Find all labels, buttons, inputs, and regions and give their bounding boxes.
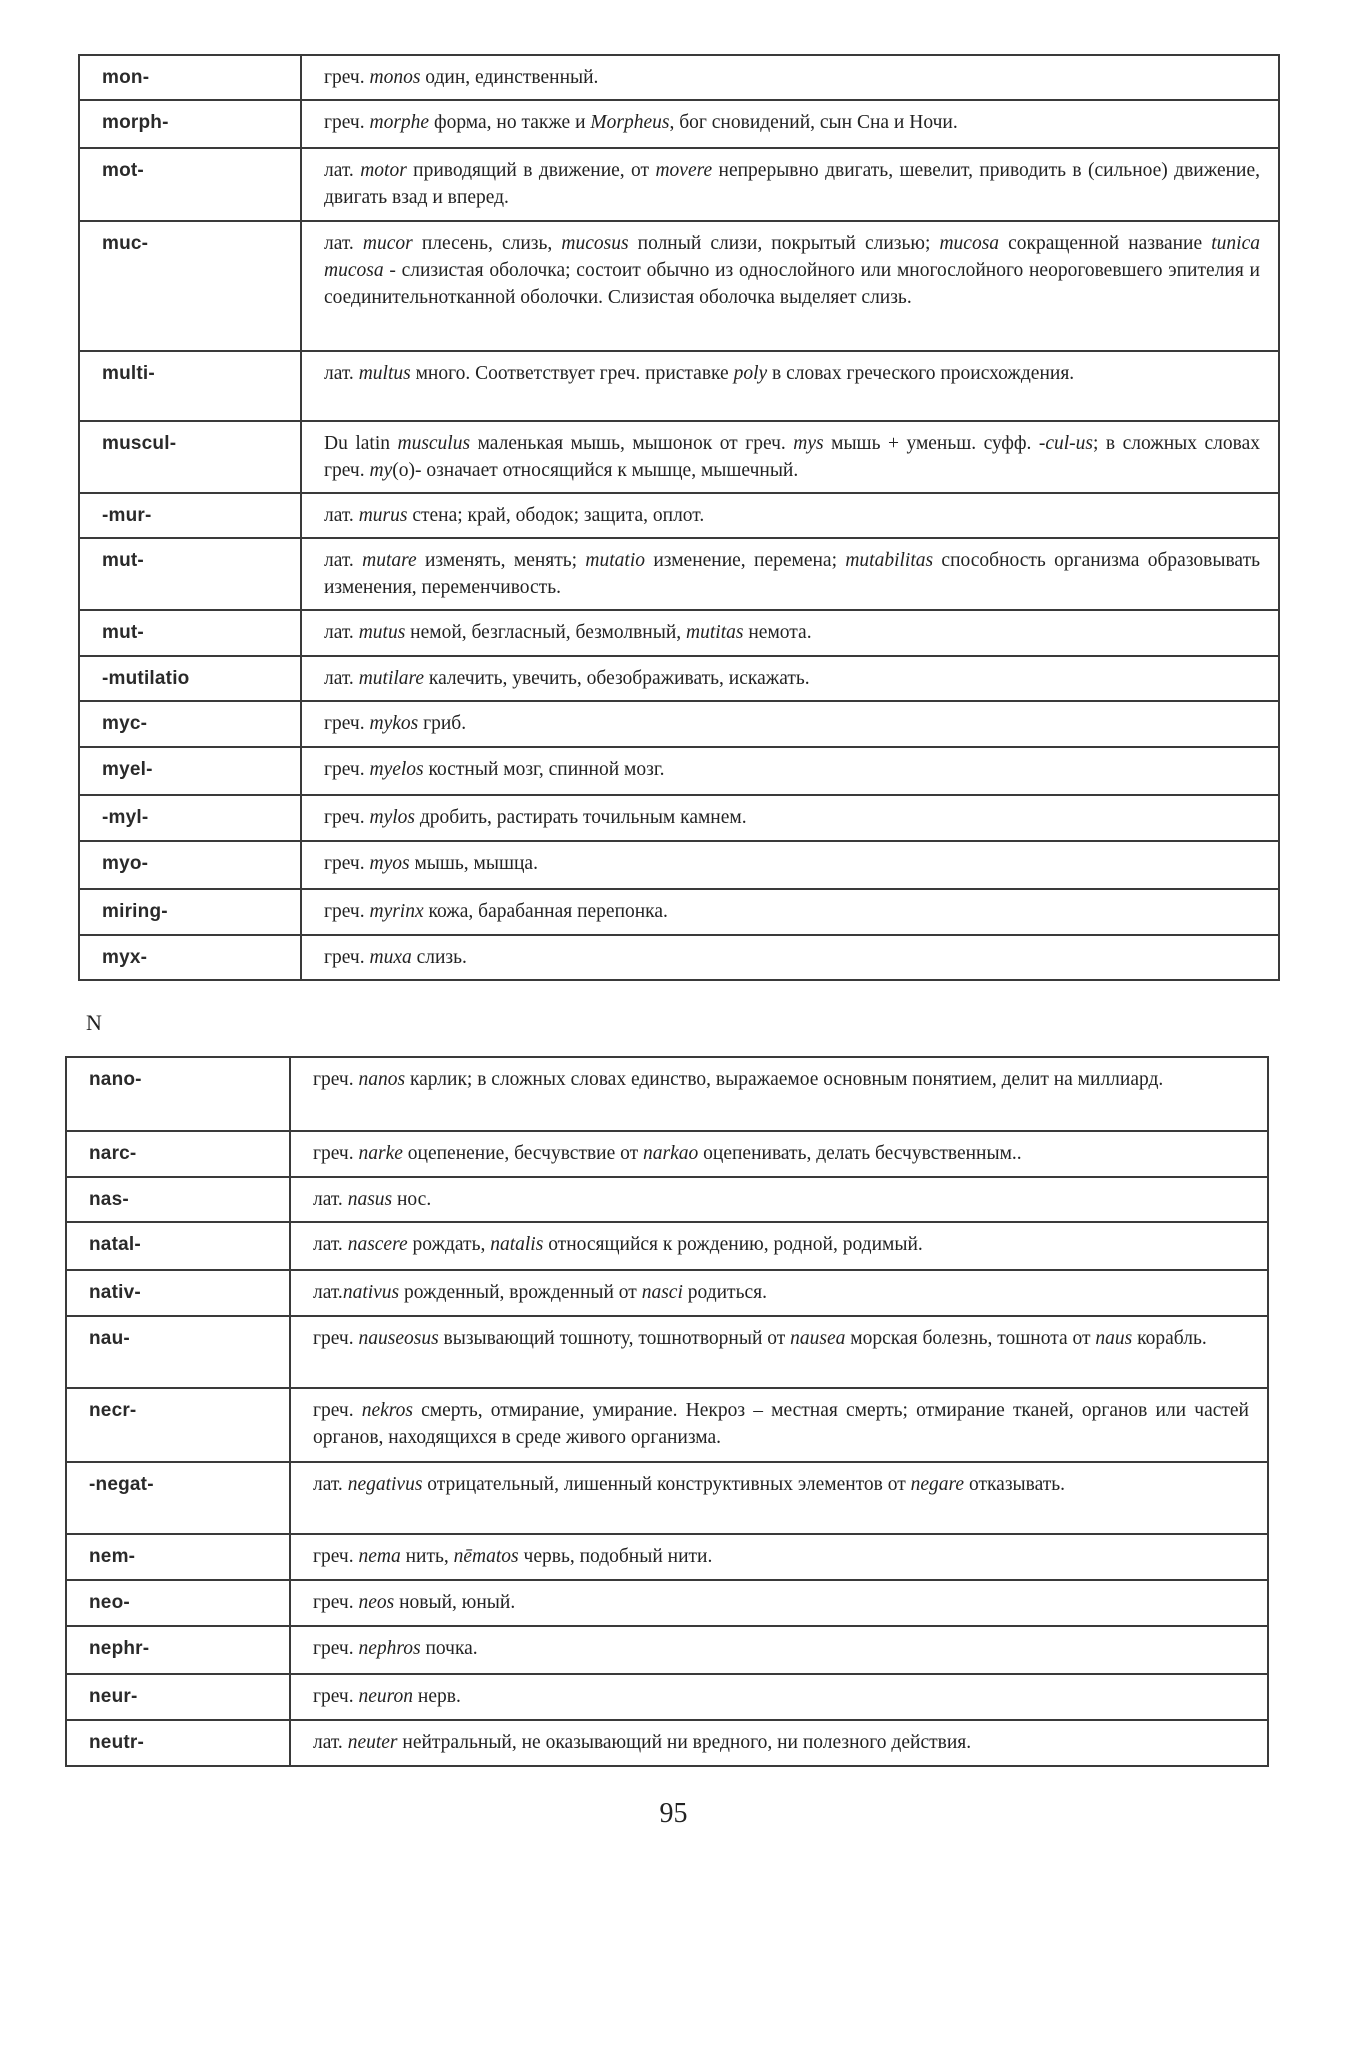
definition-text: греч. <box>313 1592 359 1613</box>
definition-cell <box>290 1534 1268 1580</box>
glossary-row <box>66 1720 1268 1766</box>
definition-text: родиться. <box>682 1282 767 1303</box>
definition-term-italic: mucosus <box>561 233 629 254</box>
definition-term-italic: mucor <box>362 233 413 254</box>
definition-term-italic: nephros <box>358 1638 421 1659</box>
definition-term-italic: murus <box>358 505 408 526</box>
glossary-row <box>79 493 1279 538</box>
definition-term-italic: nauseosus <box>358 1328 439 1349</box>
definition-text: мышь, мышца. <box>409 853 538 874</box>
term-cell: -mutilatio <box>79 656 301 701</box>
definition-term-italic: naus <box>1095 1328 1133 1349</box>
glossary-row <box>79 701 1279 747</box>
definition-cell <box>301 55 1279 100</box>
definition-term-italic: natalis <box>490 1234 544 1255</box>
definition-term-italic: mutabilitas <box>845 550 934 571</box>
definition-term-italic: neuron <box>358 1686 414 1707</box>
definition-text: лат. <box>324 363 359 384</box>
definition-text: греч. <box>324 759 370 780</box>
definition-text: , бог сновидений, сын Сна и Ночи. <box>669 112 958 133</box>
term-cell: myel- <box>79 747 301 795</box>
definition-text: отказывать. <box>964 1474 1066 1495</box>
definition-text: оцепенивать, делать бесчувственным.. <box>698 1143 1022 1164</box>
definition-text: дробить, растирать точильным камнем. <box>414 807 747 828</box>
definition-term-italic: nanos <box>358 1069 406 1090</box>
definition-term-italic: mykos <box>369 713 419 734</box>
term-cell: -myl- <box>79 795 301 841</box>
term-cell: neur- <box>66 1674 290 1720</box>
definition-term-italic: myos <box>369 853 410 874</box>
term-cell: narc- <box>66 1131 290 1177</box>
definition-cell <box>301 795 1279 841</box>
definition-term-italic: musculus <box>397 433 471 454</box>
definition-text: лат. <box>324 160 361 181</box>
definition-text: греч. <box>313 1546 359 1567</box>
definition-term-italic: nausea <box>790 1328 846 1349</box>
definition-cell <box>301 889 1279 935</box>
definition-text: греч. <box>324 807 370 828</box>
definition-cell <box>301 148 1279 221</box>
definition-text: относящийся к рождению, родной, родимый. <box>543 1234 923 1255</box>
definition-text: греч. <box>324 901 370 922</box>
definition-cell <box>290 1177 1268 1222</box>
term-cell: natal- <box>66 1222 290 1270</box>
definition-term-italic: mutus <box>358 622 406 643</box>
definition-term-italic: narke <box>358 1143 403 1164</box>
definition-term-italic: nema <box>358 1546 401 1567</box>
glossary-row <box>66 1626 1268 1674</box>
glossary-row <box>66 1177 1268 1222</box>
definition-cell <box>290 1626 1268 1674</box>
term-cell: nephr- <box>66 1626 290 1674</box>
glossary-row <box>79 538 1279 610</box>
glossary-row <box>79 100 1279 148</box>
glossary-row <box>79 935 1279 980</box>
glossary-row <box>79 55 1279 100</box>
definition-text: нос. <box>392 1189 432 1210</box>
term-cell: morph- <box>79 100 301 148</box>
definition-term-italic: movere <box>655 160 713 181</box>
definition-text: Du latin <box>324 433 398 454</box>
definition-term-italic: neos <box>358 1592 395 1613</box>
glossary-table-n <box>65 1056 1269 1767</box>
definition-cell <box>301 841 1279 889</box>
definition-text: греч. <box>313 1686 359 1707</box>
definition-term-italic: nēmatos <box>453 1546 519 1567</box>
glossary-row <box>79 610 1279 656</box>
definition-text: немой, безгласный, безмолвный, <box>405 622 687 643</box>
definition-cell <box>290 1580 1268 1626</box>
definition-cell <box>301 935 1279 980</box>
term-cell: mut- <box>79 610 301 656</box>
definition-text: греч. <box>313 1400 362 1421</box>
definition-text: слизь. <box>411 947 467 968</box>
definition-text: лат. <box>324 550 363 571</box>
definition-cell <box>301 351 1279 421</box>
term-cell: -negat- <box>66 1462 290 1534</box>
definition-text: гриб. <box>418 713 467 734</box>
term-cell: -mur- <box>79 493 301 538</box>
definition-text: - слизистая оболочка; состоит обычно из однослойного или многослойного неороговевшего эпителия и соединительнотканной оболочки. Слизистая оболочка выделяет слизь. <box>324 260 1260 308</box>
definition-text: греч. <box>324 713 370 734</box>
definition-term-italic: mutare <box>362 550 417 571</box>
definition-text: стена; край, ободок; защита, оплот. <box>407 505 705 526</box>
definition-term-italic: mys <box>793 433 824 454</box>
glossary-row <box>79 889 1279 935</box>
definition-text: лат. <box>324 668 359 689</box>
definition-cell <box>290 1388 1268 1462</box>
definition-text: мышь + уменьш. суфф. <box>823 433 1039 454</box>
definition-cell <box>290 1720 1268 1766</box>
term-cell: nativ- <box>66 1270 290 1316</box>
definition-cell <box>301 221 1279 351</box>
page-number: 95 <box>659 1798 688 1829</box>
definition-term-italic: nasci <box>641 1282 683 1303</box>
definition-term-italic: neuter <box>347 1732 398 1753</box>
definition-term-italic: nekros <box>361 1400 414 1421</box>
definition-term-italic: -cul-us <box>1038 433 1093 454</box>
definition-cell <box>301 538 1279 610</box>
definition-term-italic: negativus <box>347 1474 423 1495</box>
definition-cell <box>301 493 1279 538</box>
glossary-row <box>79 221 1279 351</box>
definition-text: приводящий в движение, от <box>406 160 656 181</box>
glossary-row <box>79 656 1279 701</box>
definition-text: способность организма образовывать изменения, переменчивость. <box>324 550 1260 598</box>
definition-text: греч. <box>313 1143 359 1164</box>
glossary-row <box>79 421 1279 493</box>
definition-text: лат. <box>313 1282 343 1303</box>
definition-text: форма, но также и <box>429 112 591 133</box>
definition-text: лат. <box>324 505 359 526</box>
definition-term-italic: myelos <box>369 759 424 780</box>
definition-term-italic: muxa <box>369 947 412 968</box>
definition-cell <box>290 1316 1268 1388</box>
definition-text: калечить, увечить, обезображивать, искажать. <box>424 668 810 689</box>
definition-text: рожденный, врожденный от <box>399 1282 642 1303</box>
definition-cell <box>301 421 1279 493</box>
definition-text: смерть, отмирание, умирание. Некроз – местная смерть; отмирание тканей, органов или частей органов, находящихся в среде живого организма. <box>313 1400 1249 1448</box>
definition-cell <box>301 610 1279 656</box>
definition-text: новый, юный. <box>394 1592 516 1613</box>
glossary-table-m <box>78 54 1280 981</box>
definition-text: оцепенение, бесчувствие от <box>402 1143 644 1164</box>
definition-text: костный мозг, спинной мозг. <box>423 759 665 780</box>
term-cell: muc- <box>79 221 301 351</box>
definition-cell <box>301 100 1279 148</box>
section-letter: N <box>86 1010 102 1035</box>
glossary-row <box>66 1316 1268 1388</box>
term-cell: miring- <box>79 889 301 935</box>
definition-text: маленькая мышь, мышонок от греч. <box>470 433 794 454</box>
definition-term-italic: negare <box>910 1474 965 1495</box>
definition-text: лат. <box>313 1732 348 1753</box>
definition-cell <box>290 1222 1268 1270</box>
definition-text: греч. <box>324 112 370 133</box>
definition-term-italic: tunica mucosa <box>324 233 1260 281</box>
definition-term-italic: my <box>369 460 393 481</box>
definition-term-italic: Morpheus <box>590 112 670 133</box>
definition-text: лат. <box>313 1234 348 1255</box>
definition-term-italic: mutilare <box>358 668 425 689</box>
definition-text: лат. <box>313 1474 348 1495</box>
definition-text: корабль. <box>1132 1328 1207 1349</box>
term-cell: mot- <box>79 148 301 221</box>
definition-term-italic: mucosa <box>939 233 1000 254</box>
definition-term-italic: morphe <box>369 112 430 133</box>
definition-term-italic: mylos <box>369 807 415 828</box>
definition-text: нерв. <box>413 1686 461 1707</box>
definition-text: нить, <box>400 1546 454 1567</box>
definition-text: греч. <box>313 1069 359 1090</box>
definition-cell <box>290 1462 1268 1534</box>
definition-text: плесень, слизь, <box>412 233 562 254</box>
definition-term-italic: multus <box>358 363 411 384</box>
glossary-row <box>79 148 1279 221</box>
glossary-row <box>79 747 1279 795</box>
definition-term-italic: monos <box>369 67 421 88</box>
definition-text: лат. <box>324 622 359 643</box>
definition-cell <box>290 1270 1268 1316</box>
term-cell: mon- <box>79 55 301 100</box>
definition-text: лат. <box>313 1189 348 1210</box>
definition-text: карлик; в сложных словах единство, выражаемое основным понятием, делит на миллиард. <box>405 1069 1164 1090</box>
term-cell: myx- <box>79 935 301 980</box>
definition-term-italic: nascere <box>347 1234 408 1255</box>
definition-text: греч. <box>313 1638 359 1659</box>
definition-term-italic: narkao <box>643 1143 699 1164</box>
definition-term-italic: nativus <box>342 1282 400 1303</box>
term-cell: multi- <box>79 351 301 421</box>
definition-text: лат. <box>324 233 363 254</box>
definition-text: в словах греческого происхождения. <box>767 363 1075 384</box>
glossary-row <box>66 1222 1268 1270</box>
definition-text: много. Соответствует греч. приставке <box>410 363 734 384</box>
glossary-row <box>66 1388 1268 1462</box>
term-cell: neutr- <box>66 1720 290 1766</box>
glossary-row <box>66 1674 1268 1720</box>
definition-text: отрицательный, лишенный конструктивных элементов от <box>422 1474 911 1495</box>
definition-text: сокращенной название <box>999 233 1212 254</box>
definition-term-italic: mutatio <box>585 550 646 571</box>
definition-text: рождать, <box>407 1234 491 1255</box>
definition-cell <box>290 1057 1268 1131</box>
glossary-row <box>66 1057 1268 1131</box>
term-cell: myc- <box>79 701 301 747</box>
definition-text: греч. <box>313 1328 359 1349</box>
definition-term-italic: nasus <box>347 1189 393 1210</box>
glossary-body-n <box>66 1057 1268 1766</box>
term-cell: muscul- <box>79 421 301 493</box>
definition-text: кожа, барабанная перепонка. <box>423 901 668 922</box>
definition-term-italic: motor <box>360 160 407 181</box>
definition-text: греч. <box>324 947 370 968</box>
glossary-row <box>66 1270 1268 1316</box>
term-cell: neo- <box>66 1580 290 1626</box>
glossary-row <box>66 1580 1268 1626</box>
definition-term-italic: myrinx <box>369 901 424 922</box>
term-cell: nau- <box>66 1316 290 1388</box>
definition-cell <box>290 1131 1268 1177</box>
term-cell: nem- <box>66 1534 290 1580</box>
glossary-row <box>66 1534 1268 1580</box>
term-cell: nano- <box>66 1057 290 1131</box>
definition-cell <box>301 701 1279 747</box>
term-cell: mut- <box>79 538 301 610</box>
glossary-row <box>66 1131 1268 1177</box>
definition-term-italic: mutitas <box>686 622 744 643</box>
glossary-row <box>79 351 1279 421</box>
glossary-row <box>79 841 1279 889</box>
glossary-body-m <box>79 55 1279 980</box>
definition-text: немота. <box>743 622 812 643</box>
definition-text: вызывающий тошноту, тошнотворный от <box>438 1328 791 1349</box>
glossary-row <box>66 1462 1268 1534</box>
definition-text: морская болезнь, тошнота от <box>845 1328 1096 1349</box>
definition-text: изменение, перемена; <box>645 550 846 571</box>
definition-text: червь, подобный нити. <box>518 1546 713 1567</box>
definition-cell <box>301 656 1279 701</box>
definition-text: нейтральный, не оказывающий ни вредного, ни полезного действия. <box>397 1732 972 1753</box>
term-cell: necr- <box>66 1388 290 1462</box>
definition-cell <box>290 1674 1268 1720</box>
definition-term-italic: poly <box>733 363 768 384</box>
definition-text: греч. <box>324 853 370 874</box>
definition-text: полный слизи, покрытый слизью; <box>628 233 940 254</box>
term-cell: nas- <box>66 1177 290 1222</box>
definition-cell <box>301 747 1279 795</box>
definition-text: почка. <box>420 1638 478 1659</box>
term-cell: myo- <box>79 841 301 889</box>
definition-text: непрерывно двигать, шевелит, приводить в (сильное) движение, двигать взад и вперед. <box>324 160 1260 208</box>
definition-text: (о)- означает относящийся к мышце, мышечный. <box>392 460 799 481</box>
definition-text: ; в сложных словах греч. <box>324 433 1261 481</box>
definition-text: греч. <box>324 67 370 88</box>
definition-text: один, единственный. <box>420 67 599 88</box>
glossary-row <box>79 795 1279 841</box>
definition-text: изменять, менять; <box>416 550 586 571</box>
